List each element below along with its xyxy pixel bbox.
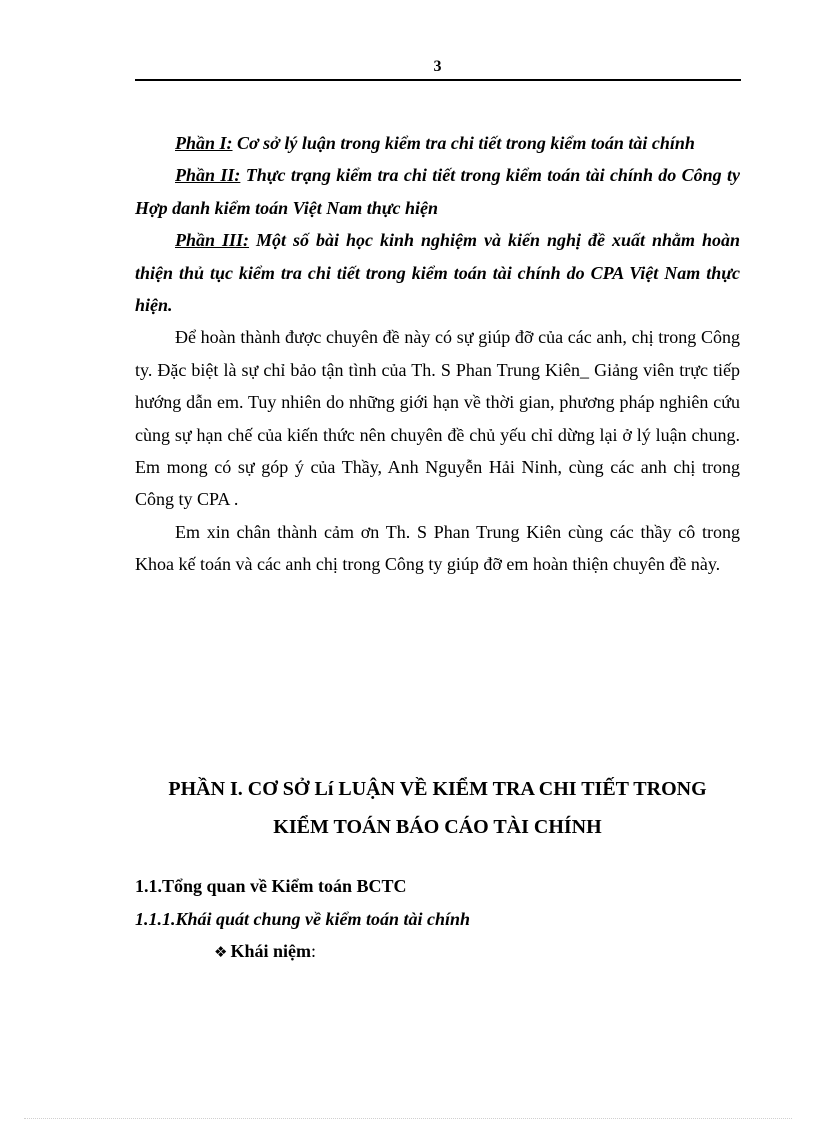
chapter-title-line-1: PHẦN I. CƠ SỞ Lí LUẬN VỀ KIỂM TRA CHI TIẾT TRONG <box>168 778 707 800</box>
definition-label: Khái niệm <box>230 941 311 961</box>
definition-colon: : <box>310 941 316 961</box>
part-1-label: Phần I: <box>175 133 233 153</box>
header-rule <box>135 79 741 81</box>
chapter-title-line-2: KIỂM TOÁN BÁO CÁO TÀI CHÍNH <box>273 816 602 838</box>
part-1-text: Cơ sở lý luận trong kiểm tra chi tiết trong kiểm toán tài chính <box>232 133 695 153</box>
chapter-title <box>135 770 740 846</box>
part-2-text: Thực trạng kiểm tra chi tiết trong kiểm toán tài chính do Công ty Hợp danh kiểm toán Việt Nam thực hiện <box>135 165 740 218</box>
part-1-summary <box>135 127 740 159</box>
document-body <box>135 127 740 581</box>
subsection-heading: 1.1.1.Khái quát chung về kiểm toán tài chính <box>135 909 471 929</box>
part-3-summary <box>135 224 740 321</box>
definition-bullet <box>214 941 316 962</box>
part-3-text: Một số bài học kinh nghiệm và kiến nghị đề xuất nhằm hoàn thiện thủ tục kiểm tra chi tiết trong kiểm toán tài chính do CPA Việt Nam thực hiện. <box>135 230 740 316</box>
thanks-paragraph: Em xin chân thành cảm ơn Th. S Phan Trung Kiên cùng các thầy cô trong Khoa kế toán và các anh chị trong Công ty giúp đỡ em hoàn thiện chuyên đề này. <box>135 521 740 575</box>
acknowledgement-paragraph: Để hoàn thành được chuyên đề này có sự giúp đỡ của các anh, chị trong Công ty. Đặc biệt là sự chỉ bảo tận tình của Th. S Phan Trung Kiên_ Giảng viên trực tiếp hướng dẫn em. Tuy nhiên do những giới hạn về thời gian, phương pháp nghiên cứu cùng sự hạn chế của kiến thức nên chuyên đề chủ yếu chỉ dừng lại ở lý luận chung. Em mong có sự góp ý của Thầy, Anh Nguyễn Hải Ninh, cùng các anh chị trong Công ty CPA . <box>135 327 740 510</box>
section-heading: 1.1.Tổng quan về Kiểm toán BCTC <box>135 876 407 896</box>
diamond-bullet-icon: ❖ <box>214 943 228 961</box>
part-2-label: Phần II: <box>175 165 241 186</box>
page-number: 3 <box>433 58 442 75</box>
part-2-summary <box>135 159 740 224</box>
footer-dotted-border <box>24 1118 792 1119</box>
part-3-label: Phần III: <box>175 230 250 251</box>
